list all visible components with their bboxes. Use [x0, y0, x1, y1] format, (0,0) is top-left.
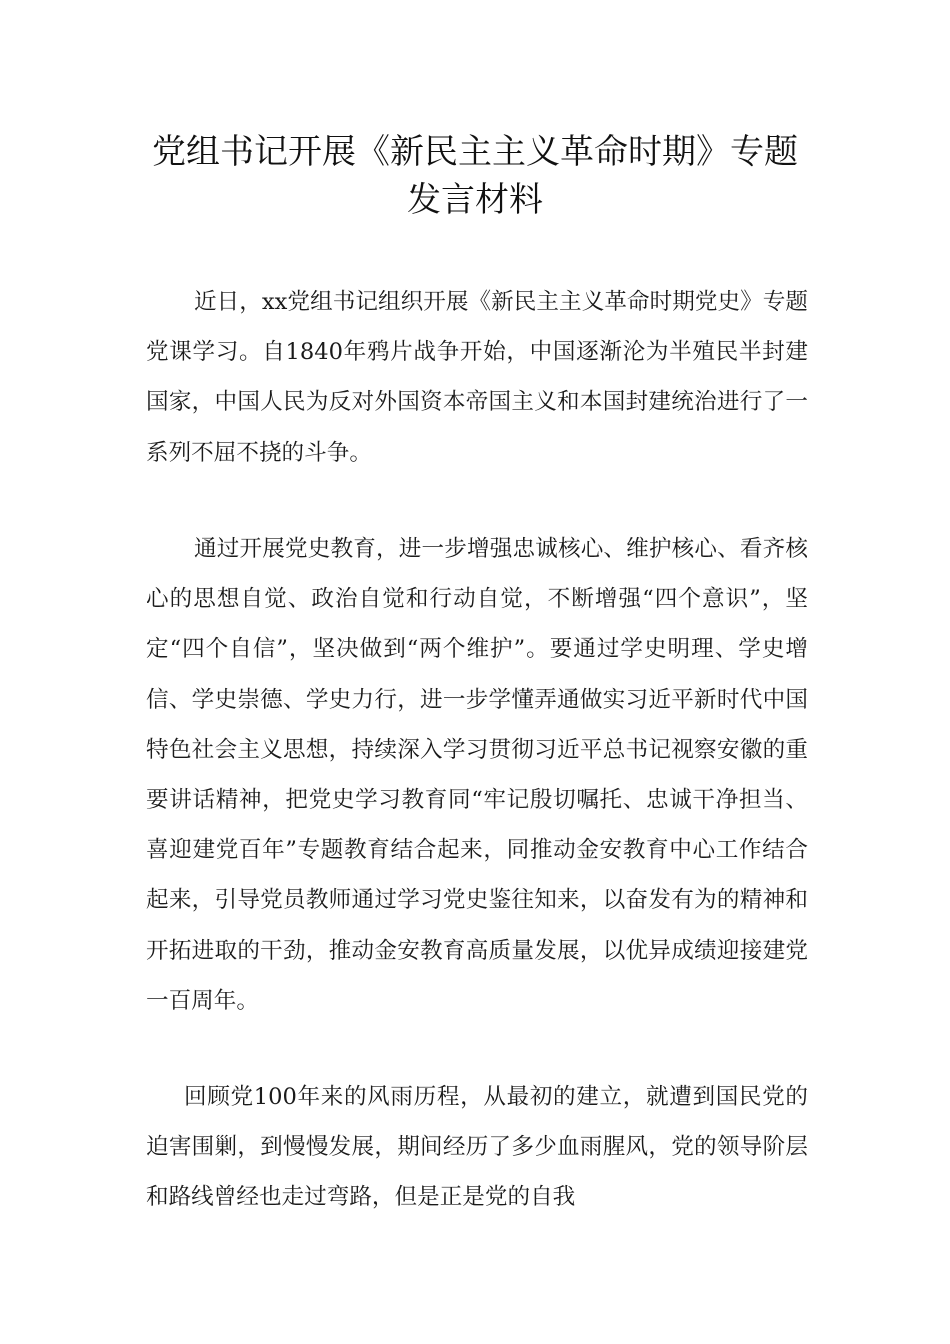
paragraph-2: 通过开展党史教育，进一步增强忠诚核心、维护核心、看齐核心的思想自觉、政治自觉和行动自觉，不断增强“四个意识”，坚定“四个自信”，坚决做到“两个维护”。要通过学史明理、学史增信、学史崇德、学史力行，进一步学懂弄通做实习近平新时代中国特色社会主义思想，持续深入学习贯彻习近平总书记视察安徽的重要讲话精神，把党史学习教育同“牢记殷切嘱托、忠诚干净担当、喜迎建党百年”专题教育结合起来，同推动金安教育中心工作结合起来，引导党员教师通过学习党史鉴往知来，以奋发有为的精神和开拓进取的干劲，推动金安教育高质量发展，以优异成绩迎接建党一百周年。: [146, 536, 808, 1014]
paragraph-3: 回顾党100年来的风雨历程，从最初的建立，就遭到国民党的迫害围剿，到慢慢发展，期间经历了多少血雨腥风，党的领导阶层和路线曾经也走过弯路，但是正是党的自我: [146, 1084, 808, 1211]
document-title: 党组书记开展《新民主主义革命时期》专题发言材料: [152, 132, 798, 220]
paragraph-1: 近日，xx党组书记组织开展《新民主主义革命时期党史》专题党课学习。自1840年鸦片战争开始，中国逐渐沦为半殖民半封建国家，中国人民为反对外国资本帝国主义和本国封建统治进行了一系列不屈不挠的斗争。: [146, 289, 808, 466]
